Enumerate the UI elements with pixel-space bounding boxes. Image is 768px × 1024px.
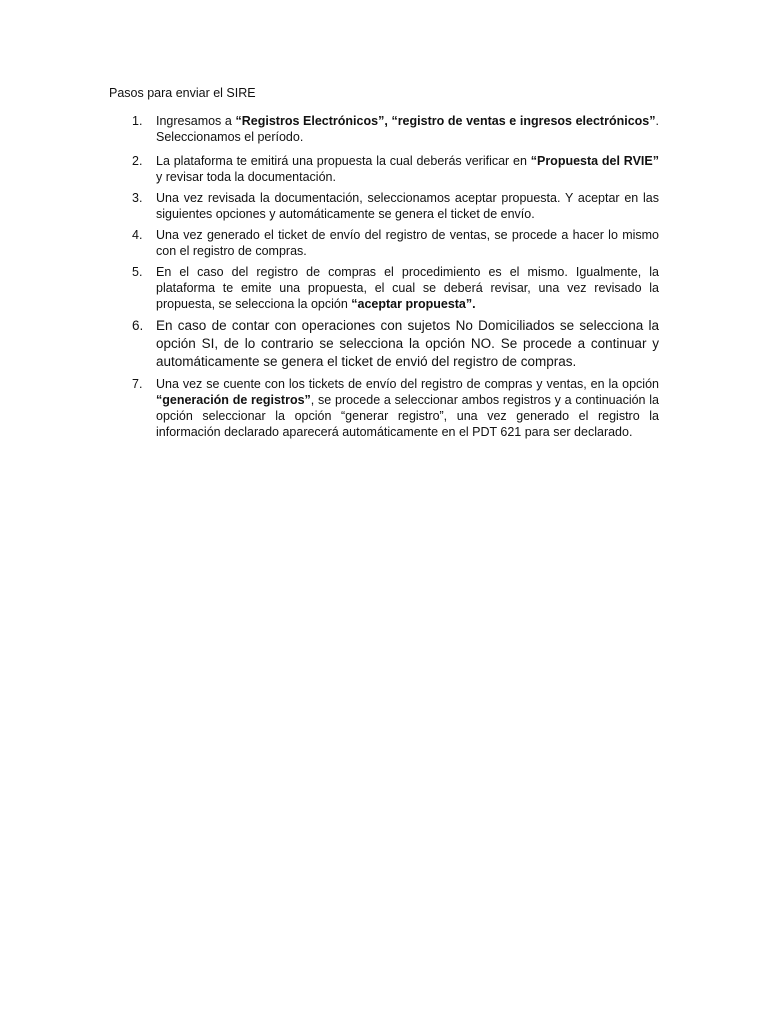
- step-item: [132, 317, 659, 371]
- step-text: En caso de contar con operaciones con sujetos No Domiciliados se selecciona la opción SI, de lo contrario se selecciona la opción NO. Se procede a continuar y automáticamente se genera el ticket de envió del registro de compras.: [156, 318, 659, 369]
- steps-list: [132, 113, 659, 445]
- step-number: 1.: [132, 114, 143, 128]
- step-text: La plataforma te emitirá una propuesta la cual deberás verificar en “Propuesta del RVIE” y revisar toda la documentación.: [156, 154, 659, 184]
- step-item: [132, 190, 659, 222]
- step-item: [132, 227, 659, 259]
- step-number: 6.: [132, 318, 144, 333]
- step-item: [132, 153, 659, 185]
- step-text: En el caso del registro de compras el procedimiento es el mismo. Igualmente, la plataforma te emite una propuesta, el cual se deberá revisar, una vez revisado la propuesta, se selecciona la opción “aceptar propuesta”.: [156, 265, 659, 311]
- step-text: Ingresamos a “Registros Electrónicos”, “registro de ventas e ingresos electrónicos”. Seleccionamos el período.: [156, 114, 659, 144]
- step-number: 3.: [132, 191, 143, 205]
- step-number: 2.: [132, 154, 143, 168]
- step-number: 7.: [132, 377, 143, 391]
- step-text: Una vez generado el ticket de envío del registro de ventas, se procede a hacer lo mismo con el registro de compras.: [156, 228, 659, 258]
- step-item: [132, 376, 659, 440]
- step-item: [132, 113, 659, 145]
- step-text: Una vez revisada la documentación, seleccionamos aceptar propuesta. Y aceptar en las siguientes opciones y automáticamente se genera el ticket de envío.: [156, 191, 659, 221]
- step-item: [132, 264, 659, 312]
- document-title: Pasos para enviar el SIRE: [109, 86, 256, 100]
- step-text: Una vez se cuente con los tickets de envío del registro de compras y ventas, en la opción “generación de registros”, se procede a seleccionar ambos registros y a continuación la opción seleccionar la opción “generar registro”, una vez generado el registro la información declarado aparecerá automáticamente en el PDT 621 para ser declarado.: [156, 377, 659, 439]
- step-number: 4.: [132, 228, 143, 242]
- step-number: 5.: [132, 265, 143, 279]
